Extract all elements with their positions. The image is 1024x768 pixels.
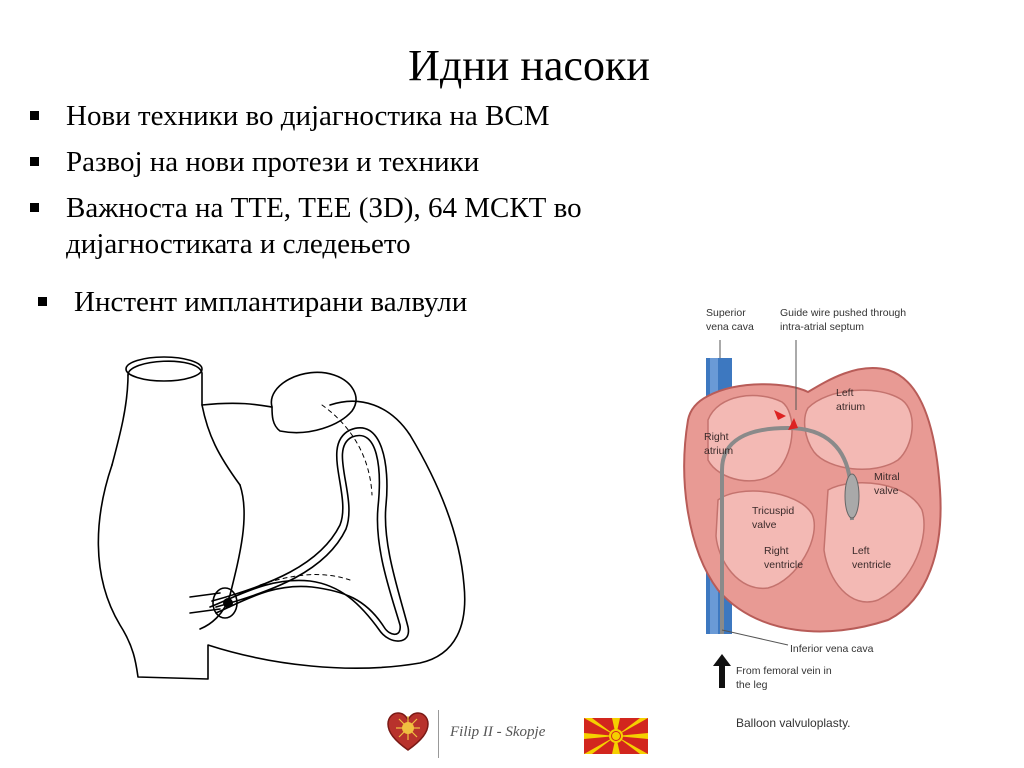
slide-title: Идни насоки <box>408 41 650 90</box>
bullet-item <box>30 98 710 134</box>
bullet-item-implanted-valves <box>38 284 694 320</box>
label-right-atrium-2: atrium <box>704 445 734 457</box>
label-mitral-valve: Mitral <box>874 471 900 483</box>
macedonia-flag-icon <box>584 718 648 754</box>
label-guide-wire-2: intra-atrial septum <box>780 321 865 333</box>
label-femoral-vein: From femoral vein in <box>736 665 832 677</box>
bullet-text: Инстент имплантирани валвули <box>74 286 468 318</box>
footer-divider <box>438 710 439 758</box>
label-right-ventricle-2: ventricle <box>764 559 804 571</box>
label-mitral-valve-2: valve <box>874 485 899 497</box>
label-right-atrium: Right <box>704 431 729 443</box>
bullet-text: Нови техники во дијагностика на ВСМ <box>66 100 550 132</box>
heart-catheter-sketch <box>90 345 480 695</box>
footer-text: Filip II - Skopje <box>450 724 546 740</box>
footer <box>384 708 654 760</box>
square-bullet-icon <box>38 297 47 306</box>
square-bullet-icon <box>30 203 39 212</box>
label-tricuspid-valve-2: valve <box>752 519 777 531</box>
label-inferior-vena-cava: Inferior vena cava <box>790 643 874 655</box>
balloon-valvuloplasty-figure <box>678 300 948 740</box>
bullet-item <box>30 190 710 262</box>
heart-logo-icon <box>386 710 430 754</box>
label-left-ventricle: Left <box>852 545 870 557</box>
bullet-text: Важноста на ТТЕ, ТЕЕ (3D), 64 МСКТ во дијагностиката и следењето <box>66 192 582 260</box>
label-left-atrium-2: atrium <box>836 401 866 413</box>
bullet-item <box>30 144 710 180</box>
square-bullet-icon <box>30 111 39 120</box>
bullet-text: Развој на нови протези и техники <box>66 146 480 178</box>
label-superior-vena-cava: Superior <box>706 307 746 319</box>
square-bullet-icon <box>30 157 39 166</box>
label-right-ventricle: Right <box>764 545 789 557</box>
label-left-atrium: Left <box>836 387 854 399</box>
label-femoral-vein-2: the leg <box>736 679 768 691</box>
label-superior-vena-cava-2: vena cava <box>706 321 754 333</box>
label-tricuspid-valve: Tricuspid <box>752 505 795 517</box>
figure-caption: Balloon valvuloplasty. <box>736 716 851 730</box>
bullet-list <box>30 98 710 272</box>
label-guide-wire: Guide wire pushed through <box>780 307 907 319</box>
label-left-ventricle-2: ventricle <box>852 559 892 571</box>
